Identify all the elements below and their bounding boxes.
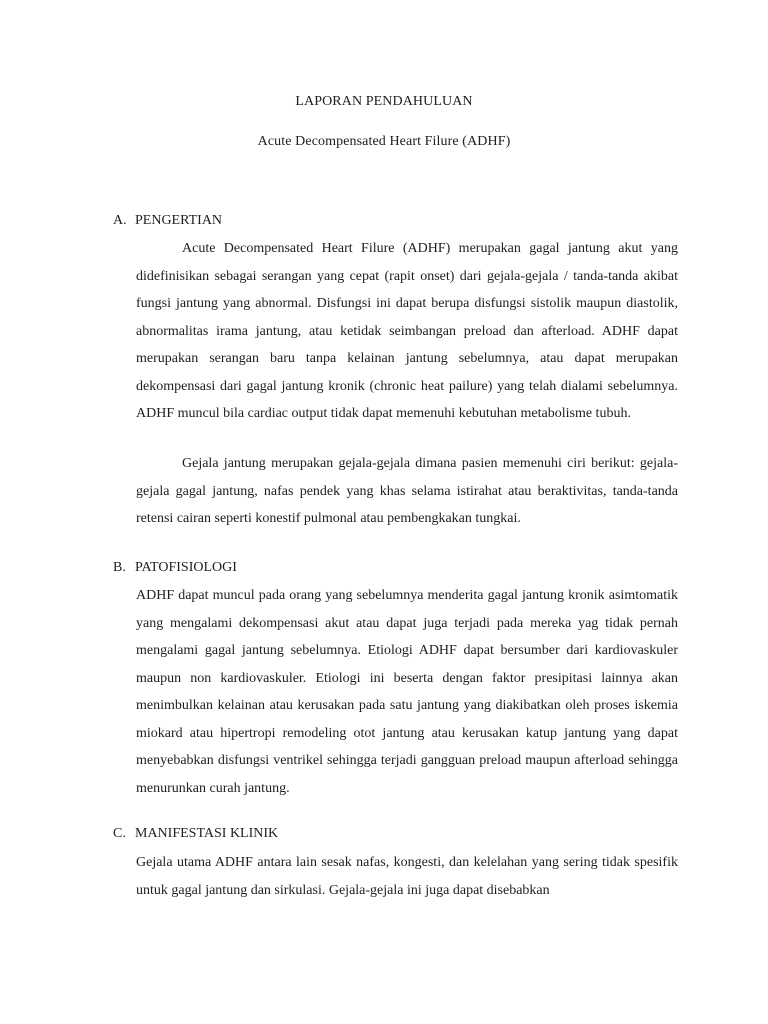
section-heading-manifestasi-klinik (113, 826, 278, 842)
section-letter: A. (113, 213, 127, 228)
section-heading-patofisiologi (113, 560, 237, 576)
section-title: PENGERTIAN (135, 213, 223, 228)
section-title: MANIFESTASI KLINIK (135, 826, 279, 841)
section-letter: C. (113, 826, 126, 841)
paragraph-pengertian-1: Acute Decompensated Heart Filure (ADHF) merupakan gagal jantung akut yang didefinisikan sebagai serangan yang cepat (rapit onset) dari gejala-gejala / tanda-tanda akibat fungsi jantung yang abnormal. Disfungsi ini dapat berupa disfungsi sistolik maupun diastolik, abnormalitas irama jantung, atau ketidak seimbangan preload dan afterload. ADHF dapat merupakan serangan baru tanpa kelainan jantung sebelumnya, atau dapat merupakan dekompensasi dari gagal jantung kronik (chronic heat pailure) yang telah dialami sebelumnya. ADHF muncul bila cardiac output tidak dapat memenuhi kebutuhan metabolisme tubuh. (136, 241, 678, 421)
section-title: PATOFISIOLOGI (135, 560, 237, 575)
document-title: LAPORAN PENDAHULUAN (295, 94, 473, 109)
document-subtitle: Acute Decompensated Heart Filure (ADHF) (257, 134, 511, 149)
paragraph-patofisiologi-1: ADHF dapat muncul pada orang yang sebelumnya menderita gagal jantung kronik asimtomatik yang mengalami dekompensasi akut atau dapat juga terjadi pada mereka yag tidak pernah mengalami gagal jantung sebelumnya. Etiologi ADHF dapat bersumber dari kardiovaskuler maupun non kardiovaskuler. Etiologi ini beserta dengan faktor presipitasi lainnya akan menimbulkan kelainan atau kerusakan pada satu jantung yang diakibatkan oleh proses iskemia miokard atau hipertropi remodeling otot jantung atau kerusakan katup jantung yang dapat menyebabkan disfungsi ventrikel sehingga terjadi gangguan preload maupun afterload sehingga menurunkan curah jantung. (136, 588, 678, 796)
section-letter: B. (113, 560, 126, 575)
paragraph-pengertian-2: Gejala jantung merupakan gejala-gejala dimana pasien memenuhi ciri berikut: gejala-gejala gagal jantung, nafas pendek yang khas selama istirahat atau beraktivitas, tanda-tanda retensi cairan seperti konestif pulmonal atau pembengkakan tungkai. (136, 456, 678, 526)
section-heading-pengertian (113, 213, 222, 229)
paragraph-manifestasi-klinik-1: Gejala utama ADHF antara lain sesak nafas, kongesti, dan kelelahan yang sering tidak spesifik untuk gagal jantung dan sirkulasi. Gejala-gejala ini juga dapat disebabkan (136, 855, 678, 898)
